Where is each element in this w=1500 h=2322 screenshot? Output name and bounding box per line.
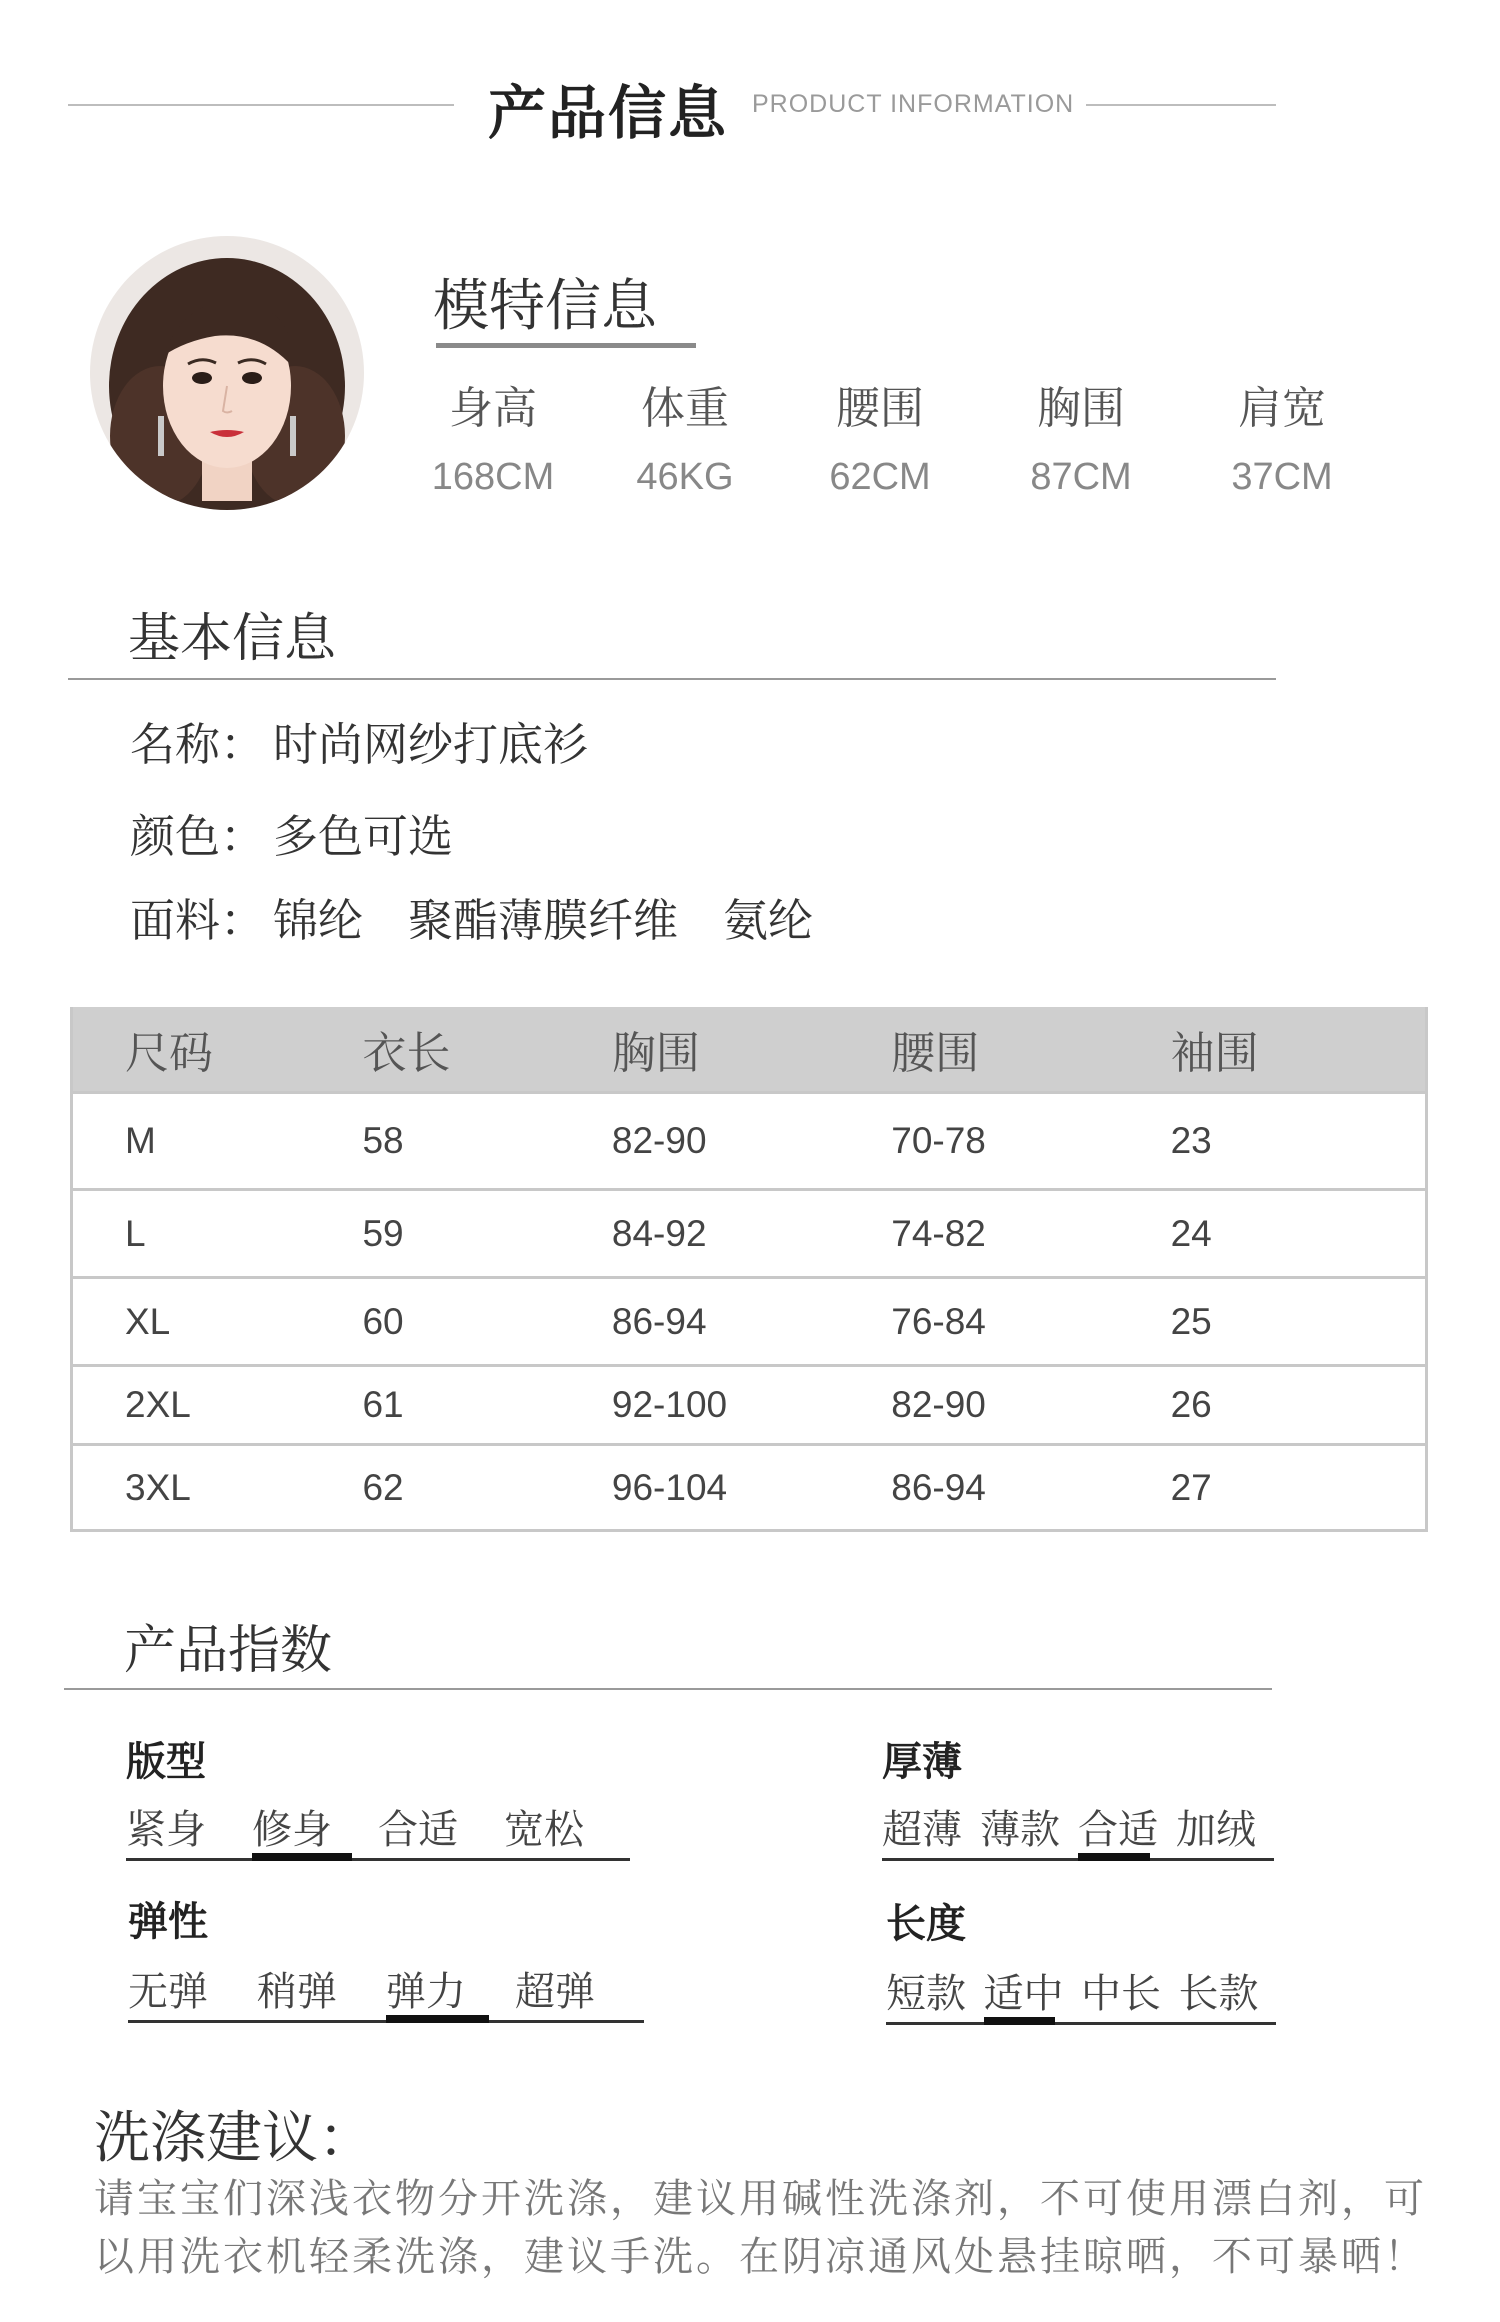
index-fit-scale	[126, 1798, 630, 1861]
stat-height-label: 身高	[449, 383, 537, 434]
index-option: 适中	[984, 1962, 1082, 2022]
index-elasticity-scale	[128, 1960, 644, 2023]
info-color	[130, 800, 453, 865]
header-line-right	[1086, 104, 1276, 106]
info-name	[130, 708, 588, 773]
cell-sleeve: 27	[1170, 1466, 1212, 1508]
index-option: 宽松	[504, 1807, 584, 1853]
cell-length: 58	[362, 1120, 404, 1161]
cell-waist: 74-82	[891, 1212, 986, 1254]
cell-bust: 84-92	[611, 1212, 707, 1254]
index-option: 长款	[1178, 1971, 1259, 2017]
header-line-left	[68, 104, 454, 106]
index-option: 超薄	[882, 1807, 962, 1853]
product-index-title: 产品指数	[124, 1621, 333, 1681]
info-name-value: 时尚网纱打底衫	[273, 718, 589, 771]
table-row	[73, 1443, 1425, 1529]
washing-title: 洗涤建议：	[94, 2106, 374, 2171]
cell-bust: 82-90	[611, 1120, 707, 1161]
cell-sleeve: 23	[1170, 1120, 1212, 1161]
cell-length: 60	[362, 1300, 404, 1342]
info-fabric-label: 面料：	[130, 894, 266, 947]
stat-bust	[996, 372, 1166, 499]
model-info-title: 模特信息	[433, 274, 657, 339]
index-option: 超弹	[515, 1969, 595, 2015]
index-option: 紧身	[126, 1807, 206, 1853]
stat-bust-label: 胸围	[1037, 383, 1125, 434]
cell-sleeve: 24	[1170, 1212, 1212, 1254]
index-option: 修身	[252, 1798, 378, 1858]
header-waist: 腰围	[891, 1028, 980, 1079]
cell-sleeve: 25	[1170, 1300, 1212, 1342]
index-option: 合适	[378, 1807, 458, 1853]
index-thickness-title: 厚薄	[882, 1739, 962, 1785]
index-option: 短款	[886, 1971, 966, 2017]
index-length-scale	[886, 1962, 1276, 2025]
stat-shoulder-label: 肩宽	[1238, 383, 1326, 434]
cell-length: 61	[362, 1384, 404, 1425]
index-option: 中长	[1081, 1971, 1161, 2017]
basic-info-line	[68, 678, 1276, 680]
header-size: 尺码	[125, 1028, 213, 1079]
table-row	[73, 1091, 1425, 1188]
table-row	[73, 1364, 1425, 1443]
product-index-line	[64, 1688, 1272, 1690]
cell-waist: 86-94	[891, 1466, 986, 1508]
cell-waist: 76-84	[891, 1300, 986, 1342]
info-fabric-value: 锦纶 聚酯薄膜纤维 氨纶	[273, 894, 814, 947]
header-sleeve: 袖围	[1170, 1028, 1259, 1079]
washing-text: 请宝宝们深浅衣物分开洗涤，建议用碱性洗涤剂，不可使用漂白剂，可以用洗衣机轻柔洗涤，建议手洗。在阴凉通风处悬挂晾晒，不可暴晒！	[94, 2176, 1427, 2280]
index-length-title: 长度	[886, 1901, 966, 1947]
info-color-label: 颜色：	[130, 810, 266, 863]
stat-weight-label: 体重	[641, 383, 729, 434]
stat-bust-value: 87CM	[1030, 456, 1132, 498]
cell-length: 59	[362, 1212, 404, 1254]
index-fit-title: 版型	[126, 1739, 206, 1785]
cell-length: 62	[362, 1466, 404, 1508]
index-option: 稍弹	[257, 1969, 337, 2015]
page-title: 产品信息	[488, 79, 729, 147]
cell-waist: 82-90	[891, 1384, 986, 1425]
cell-size: L	[125, 1212, 146, 1254]
page-subtitle: PRODUCT INFORMATION	[752, 90, 1075, 118]
stat-shoulder-value: 37CM	[1231, 456, 1333, 498]
stat-height-value: 168CM	[431, 456, 555, 498]
stat-waist-label: 腰围	[836, 383, 924, 434]
index-option: 薄款	[980, 1807, 1060, 1853]
cell-bust: 86-94	[611, 1300, 707, 1342]
model-info-underline	[436, 343, 696, 348]
basic-info-title: 基本信息	[128, 609, 337, 669]
size-table-header	[73, 1007, 1425, 1091]
stat-weight	[600, 372, 770, 499]
size-table	[70, 1007, 1428, 1532]
stat-weight-value: 46KG	[636, 456, 734, 498]
info-fabric	[130, 884, 813, 949]
index-thickness-scale	[882, 1798, 1274, 1861]
cell-size: 2XL	[125, 1384, 191, 1425]
model-avatar	[90, 236, 364, 510]
cell-size: XL	[125, 1300, 171, 1342]
index-option: 加绒	[1176, 1807, 1256, 1853]
table-row	[73, 1188, 1425, 1276]
cell-waist: 70-78	[891, 1120, 986, 1161]
table-row	[73, 1276, 1425, 1364]
index-option: 合适	[1078, 1798, 1176, 1858]
stat-height	[408, 372, 578, 499]
header-bust: 胸围	[611, 1028, 700, 1079]
info-name-label: 名称：	[130, 718, 266, 771]
cell-sleeve: 26	[1170, 1384, 1212, 1425]
index-option: 无弹	[128, 1969, 208, 2015]
stat-shoulder	[1197, 372, 1367, 499]
stat-waist-value: 62CM	[829, 456, 931, 498]
cell-bust: 96-104	[611, 1466, 728, 1508]
stat-waist	[795, 372, 965, 499]
cell-size: 3XL	[125, 1466, 191, 1508]
cell-bust: 92-100	[611, 1384, 728, 1425]
cell-size: M	[125, 1120, 156, 1161]
header-length: 衣长	[362, 1028, 451, 1079]
index-elasticity-title: 弹性	[128, 1899, 208, 1945]
info-color-value: 多色可选	[273, 810, 454, 863]
index-option: 弹力	[386, 1960, 515, 2020]
